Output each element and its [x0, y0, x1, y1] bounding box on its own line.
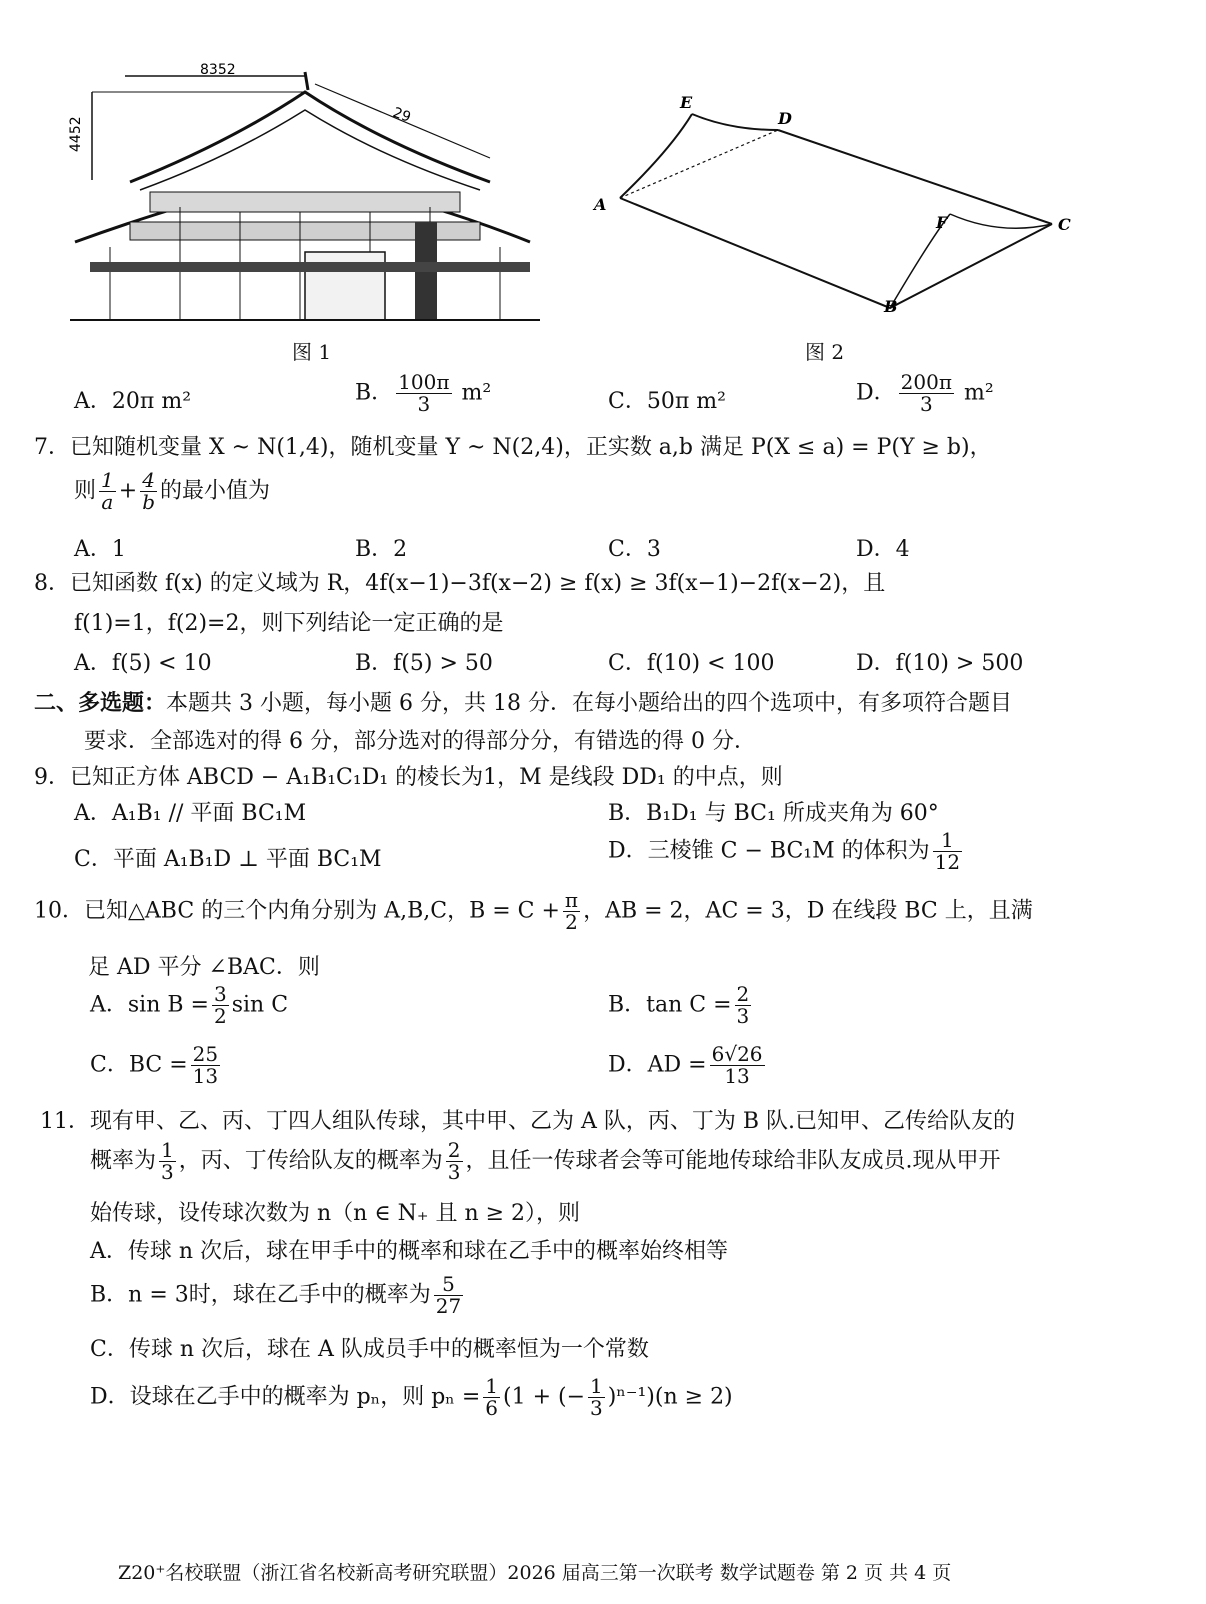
- q7-option-a: A．1: [74, 537, 126, 562]
- label-e: E: [680, 93, 693, 112]
- q6-option-a: A．20π m²: [74, 389, 192, 414]
- label-c: C: [1058, 215, 1071, 234]
- q11-option-c: C．传球 n 次后，球在 A 队成员手中的概率恒为一个常数: [90, 1337, 649, 1362]
- q9-stem: 9．已知正方体 ABCD − A₁B₁C₁D₁ 的棱长为1，M 是线段 DD₁ 的中点，则: [34, 765, 783, 790]
- q10-option-d: D．AD = $\frac{6√26}{13}$: [608, 1042, 763, 1088]
- q9-option-d: D．三棱锥 C − BC₁M 的体积为 $\frac{1}{12}$: [608, 828, 961, 874]
- q11-option-a: A．传球 n 次后，球在甲手中的概率和球在乙手中的概率始终相等: [90, 1239, 729, 1264]
- q8-option-a: A．f(5) < 10: [74, 651, 212, 676]
- q7-option-b: B．2: [355, 537, 408, 562]
- q8-option-c: C．f(10) < 100: [608, 651, 775, 676]
- q11-line-2: 概率为 $\frac{1}{3}$ ，丙、丁传给队友的概率为 $\frac{2}{3}$ ，且任一传球者会等可能地传球给非队友成员.现从甲开: [90, 1138, 1001, 1184]
- q8-line-1: 8．已知函数 f(x) 的定义域为 R，4f(x−1)−3f(x−2) ≥ f(x) ≥ 3f(x−1)−2f(x−2)，且: [34, 571, 886, 596]
- dim-slope: 29: [390, 104, 413, 126]
- page-footer: Z20⁺名校联盟（浙江省名校新高考研究联盟）2026 届高三第一次联考 数学试题卷 第 2 页 共 4 页: [118, 1562, 952, 1584]
- q7-option-d: D．4: [856, 537, 910, 562]
- q9-option-b: B．B₁D₁ 与 BC₁ 所成夹角为 60°: [608, 801, 939, 826]
- q8-option-b: B．f(5) > 50: [355, 651, 493, 676]
- q10-stem-1: 10．已知△ABC 的三个内角分别为 A,B,C，B = C + $\frac{\pi}{2}$ ，AB = 2，AC = 3，D 在线段 BC 上，且满: [34, 888, 1033, 934]
- figure-2-surface: [594, 90, 1100, 330]
- q10-option-b: B．tan C = $\frac{2}{3}$: [608, 982, 750, 1028]
- figure-1-caption: 图 1: [292, 340, 332, 364]
- q7-line-1: 7．已知随机变量 X ~ N(1,4)，随机变量 Y ~ N(2,4)，正实数 a,b 满足 P(X ≤ a) = P(Y ≥ b)，: [34, 435, 992, 460]
- label-f: F: [936, 213, 948, 232]
- dim-height: 4452: [68, 116, 84, 152]
- q9-option-c: C．平面 A₁B₁D ⊥ 平面 BC₁M: [74, 847, 382, 872]
- q11-line-3: 始传球，设传球次数为 n（n ∈ N₊ 且 n ≥ 2），则: [90, 1201, 581, 1226]
- q7-line-2: 则 $\frac{1}{a}$ + $\frac{4}{b}$ 的最小值为: [74, 468, 271, 514]
- figure-2-caption: 图 2: [805, 340, 845, 364]
- q7-option-c: C．3: [608, 537, 661, 562]
- q8-line-2: f(1)=1，f(2)=2，则下列结论一定正确的是: [74, 611, 504, 636]
- q11-line-1: 11．现有甲、乙、丙、丁四人组队传球，其中甲、乙为 A 队，丙、丁为 B 队.已知甲、乙传给队友的: [40, 1109, 1016, 1134]
- q9-option-a: A．A₁B₁ // 平面 BC₁M: [74, 801, 307, 826]
- section-2-text-2: 要求．全部选对的得 6 分，部分选对的得部分分，有错选的得 0 分．: [84, 729, 756, 754]
- dim-width: 8352: [200, 62, 236, 78]
- label-d: D: [778, 109, 792, 128]
- figure-1-building: [70, 62, 550, 332]
- q10-option-c: C．BC = $\frac{25}{13}$: [90, 1042, 219, 1088]
- label-b: B: [884, 297, 898, 316]
- q11-option-d: D．设球在乙手中的概率为 pₙ，则 pₙ = $\frac{1}{6}$ (1 + (− $\frac{1}{3}$ )ⁿ⁻¹)(n ≥ 2): [90, 1374, 733, 1420]
- q10-stem-2: 足 AD 平分 ∠BAC．则: [88, 955, 320, 980]
- label-a: A: [594, 195, 607, 214]
- q10-option-a: A．sin B = $\frac{3}{2}$ sin C: [90, 982, 289, 1028]
- q6-option-d: D． $\frac{200\pi}{3}$ m²: [856, 370, 994, 416]
- q6-option-c: C．50π m²: [608, 389, 726, 414]
- section-2-header: 二、多选题：本题共 3 小题，每小题 6 分，共 18 分．在每小题给出的四个选项中，有多项符合题目: [34, 690, 1012, 716]
- q6-option-b: B． $\frac{100\pi}{3}$ m²: [355, 370, 492, 416]
- q11-option-b: B．n = 3时，球在乙手中的概率为 $\frac{5}{27}$: [90, 1272, 462, 1318]
- q8-option-d: D．f(10) > 500: [856, 651, 1024, 676]
